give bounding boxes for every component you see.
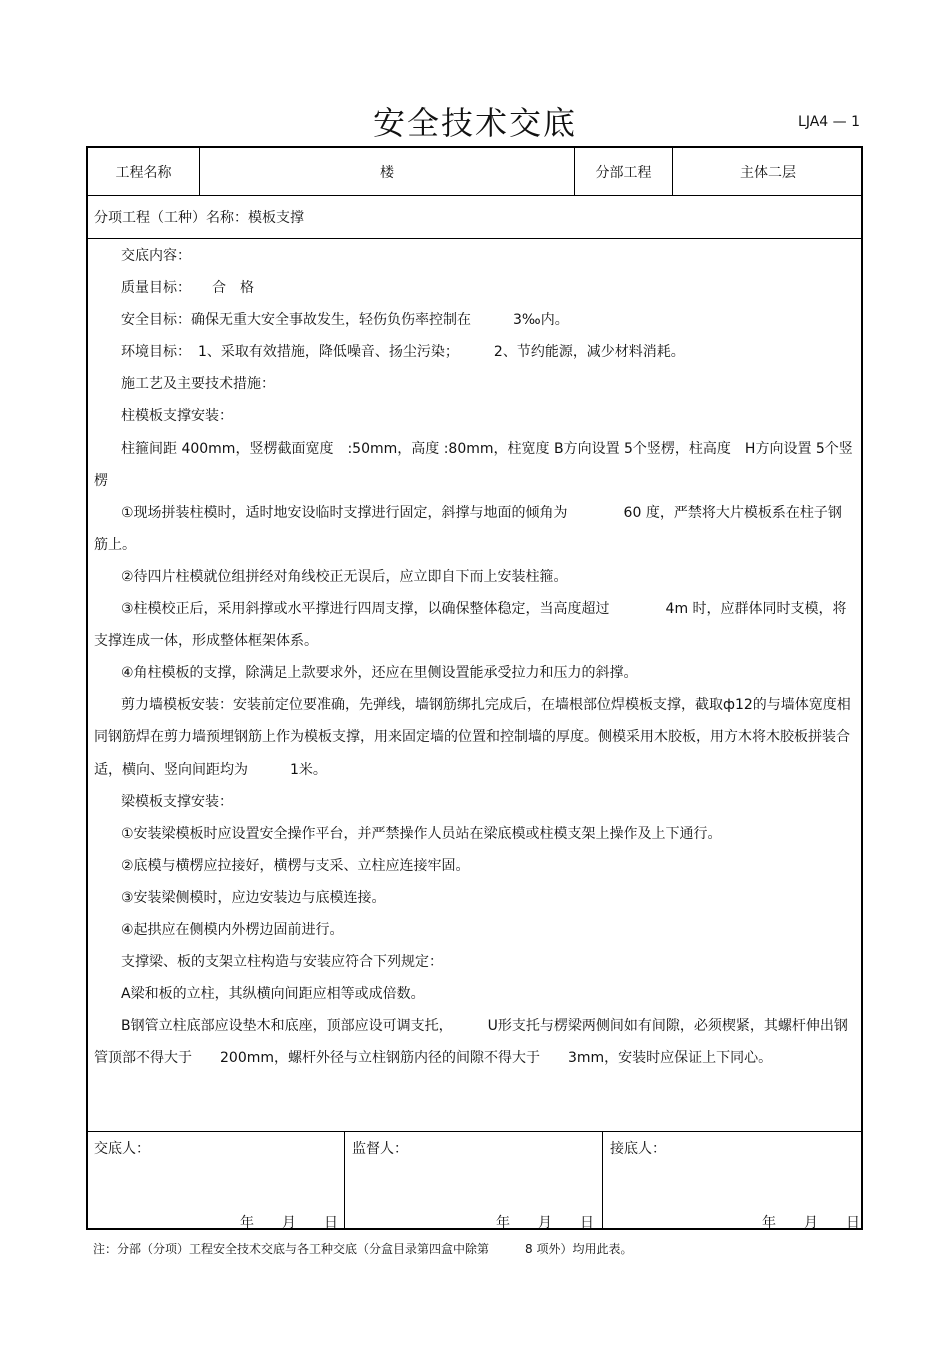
paragraph: 交底内容：: [121, 248, 191, 264]
paragraph: 剪力墙模板安装：安装前定位要准确，先弹线，墙钢筋绑扎完成后，在墙根部位焊模板支撑，截取ф12的与墙体宽度相同钢筋焊在剪力墙预埋钢筋上作为模板支撑，用来固定墙的位置和控制墙的厚度。侧模采用木胶板，用方木将木胶板拼装合适，横向、竖向间距均为 1米。: [94, 697, 851, 778]
paragraph: 支撑梁、板的支架立柱构造与安装应符合下列规定：: [121, 954, 443, 971]
discloser-date: 年 月 日: [240, 1215, 338, 1231]
paragraph: ③安装梁侧模时，应边安装边与底模连接。: [121, 889, 386, 906]
paragraph: ④起拱应在侧模内外楞边固前进行。: [121, 921, 344, 938]
paragraph: ①安装梁模板时应设置安全操作平台，并严禁操作人员站在梁底模或柱模支架上操作及上下通行。: [121, 825, 722, 842]
paragraph: B钢管立柱底部应设垫木和底座，顶部应设可调支托， U形支托与楞梁两侧间如有间隙，必须楔紧，其螺杆伸出钢管顶部不得大于 200mm，螺杆外径与立柱钢筋内径的间隙不得大于 3mm，安装时应保证上下同心。: [94, 1018, 848, 1067]
disclosure-content: [94, 240, 853, 1074]
divider: [344, 1131, 345, 1230]
paragraph: 施工艺及主要技术措施：: [121, 376, 275, 393]
divider: [88, 238, 861, 239]
page-title: 安全技术交底: [372, 104, 577, 142]
paragraph: ①现场拼装柱模时，适时地安设临时支撑进行固定，斜撑与地面的倾角为 60 度，严禁将大片模板系在柱子钢筋上。: [94, 504, 842, 553]
paragraph: ③柱模校正后，采用斜撑或水平撑进行四周支撑，以确保整体稳定，当高度超过 4m 时，应群体同时支模，将支撑连成一体，形成整体框架体系。: [94, 601, 847, 650]
division-label: 分部工程: [595, 164, 652, 181]
receiver-label: 接底人：: [610, 1141, 666, 1157]
paragraph: ②底模与横楞应拉接好，横楞与支采、立柱应连接牢固。: [121, 857, 470, 874]
division-value: 主体二层: [740, 164, 796, 181]
paragraph: A梁和板的立柱，其纵横向间距应相等或成倍数。: [121, 986, 425, 1003]
disclosure-form: [86, 146, 863, 1230]
receiver-date: 年 月 日: [762, 1215, 860, 1231]
supervisor-date: 年 月 日: [496, 1215, 594, 1231]
paragraph: 质量目标： 合 格: [121, 280, 254, 297]
paragraph: ②待四片柱模就位组拼经对角线校正无误后，应立即自下而上安装柱箍。: [121, 568, 568, 585]
divider: [88, 1131, 861, 1132]
discloser-label: 交底人：: [94, 1141, 150, 1157]
project-name-label: 工程名称: [115, 164, 172, 181]
project-name-value: 楼: [380, 164, 394, 181]
paragraph: 环境目标： 1、采取有效措施，降低噪音、扬尘污染； 2、节约能源，减少材料消耗。: [121, 344, 685, 361]
paragraph: 柱箍间距 400mm，竖楞截面宽度 :50mm，高度 :80mm，柱宽度 B方向设置 5个竖楞，柱高度 H方向设置 5个竖楞: [94, 440, 853, 489]
subitem-name: 分项工程（工种）名称：模板支撑: [94, 210, 304, 226]
divider: [602, 1131, 603, 1230]
supervisor-label: 监督人：: [352, 1141, 408, 1157]
paragraph: 梁模板支撑安装：: [121, 793, 233, 810]
form-code: LJA4 — 1: [798, 114, 860, 130]
paragraph: 柱模板支撑安装：: [121, 408, 233, 425]
footnote: 注：分部（分项）工程安全技术交底与各工种交底（分盒目录第四盒中除第 8 项外）均用此表。: [93, 1242, 633, 1256]
paragraph: ④角柱模板的支撑，除满足上款要求外，还应在里侧设置能承受拉力和压力的斜撑。: [121, 665, 638, 682]
paragraph: 安全目标：确保无重大安全事故发生，轻伤负伤率控制在 3‰内。: [121, 312, 569, 329]
